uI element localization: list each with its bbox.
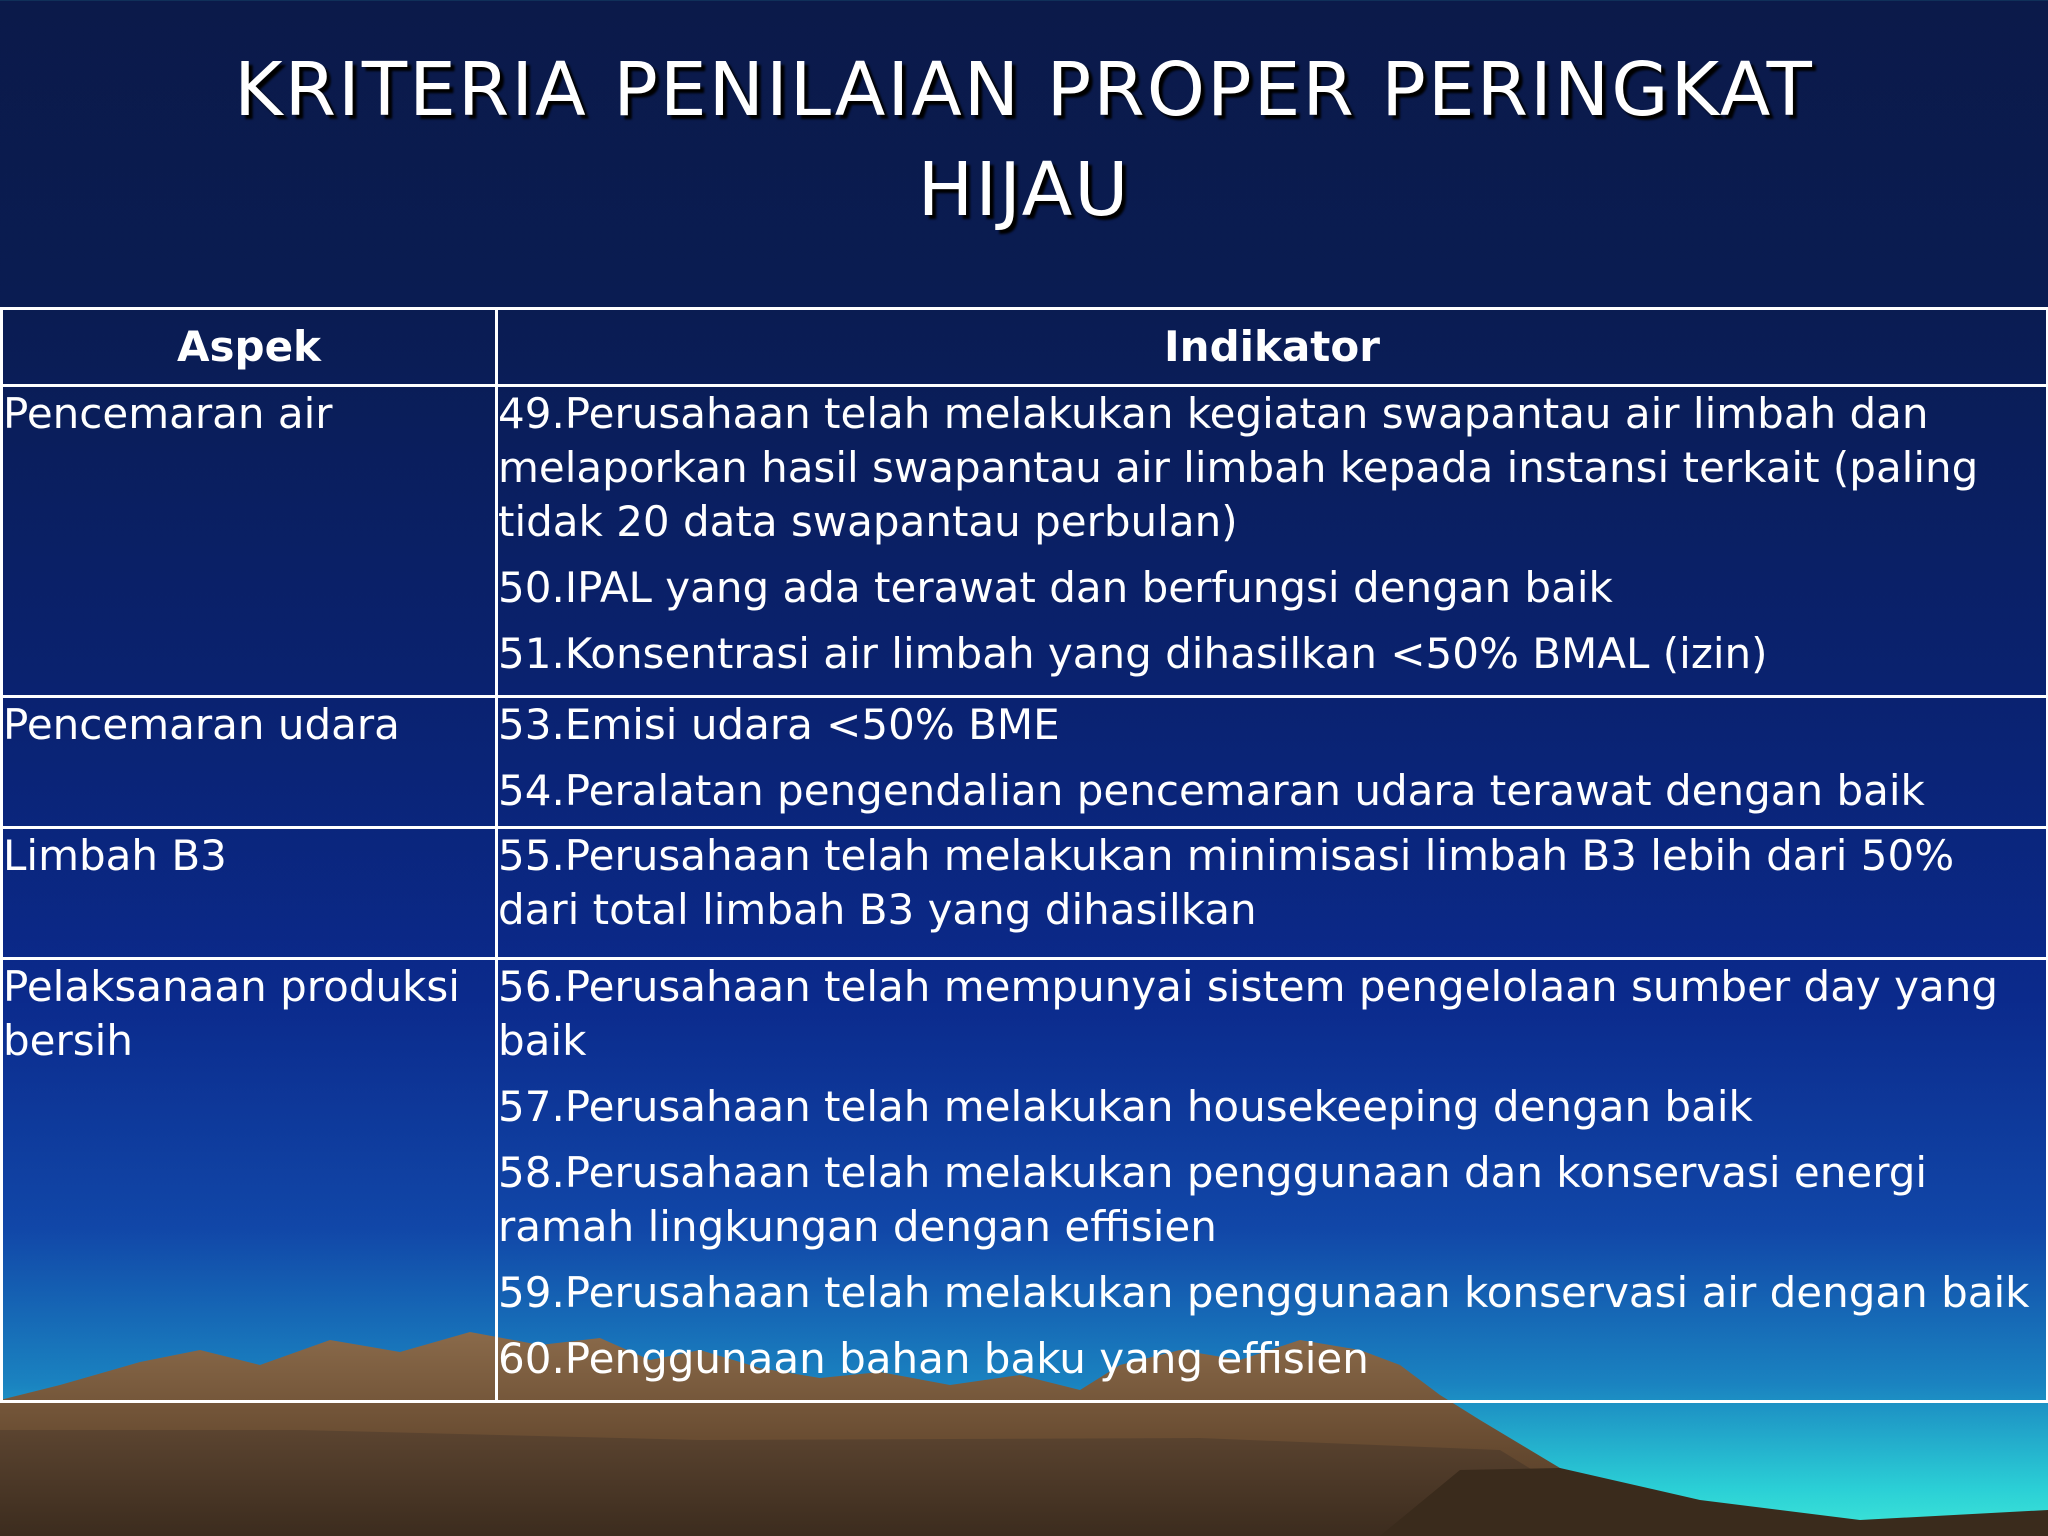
indicator-item: 51.Konsentrasi air limbah yang dihasilkan <50% BMAL (izin) (498, 629, 1768, 678)
indicator-cell (497, 828, 2048, 959)
indicator-item: 57.Perusahaan telah melakukan housekeeping dengan baik (498, 1082, 1753, 1131)
indicator-cell (497, 386, 2048, 697)
indicator-item: 59.Perusahaan telah melakukan penggunaan konservasi air dengan baik (498, 1268, 2030, 1317)
table-row (2, 386, 2048, 697)
column-header-aspect: Aspek (2, 309, 497, 386)
indicator-item: 50.IPAL yang ada terawat dan berfungsi dengan baik (498, 563, 1613, 612)
table-row (2, 959, 2048, 1402)
aspect-cell: Limbah B3 (2, 828, 497, 959)
indicator-cell (497, 959, 2048, 1402)
table-row (2, 828, 2048, 959)
indicator-item: 55.Perusahaan telah melakukan minimisasi limbah B3 lebih dari 50% dari total limbah B3 yang dihasilkan (498, 831, 1955, 934)
aspect-cell: Pelaksanaan produksi bersih (2, 959, 497, 1402)
column-header-indicator: Indikator (497, 309, 2048, 386)
slide-title (0, 40, 2048, 240)
aspect-cell: Pencemaran air (2, 386, 497, 697)
indicator-item: 56.Perusahaan telah mempunyai sistem pengelolaan sumber day yang baik (498, 962, 1999, 1065)
indicator-item: 60.Penggunaan bahan baku yang effisien (498, 1334, 1369, 1383)
aspect-cell: Pencemaran udara (2, 697, 497, 828)
slide-title-line-1: KRITERIA PENILAIAN PROPER PERINGKAT (234, 47, 1814, 133)
slide-title-line-2: HIJAU (917, 147, 1131, 233)
indicator-item: 53.Emisi udara <50% BME (498, 700, 1060, 749)
table-row (2, 697, 2048, 828)
indicator-item: 54.Peralatan pengendalian pencemaran udara terawat dengan baik (498, 766, 1925, 815)
indicator-item: 49.Perusahaan telah melakukan kegiatan swapantau air limbah dan melaporkan hasil swapantau air limbah kepada instansi terkait (paling tidak 20 data swapantau perbulan) (498, 389, 1979, 546)
table-header-row (2, 309, 2048, 386)
criteria-table (0, 307, 2048, 1403)
indicator-cell (497, 697, 2048, 828)
indicator-item: 58.Perusahaan telah melakukan penggunaan dan konservasi energi ramah lingkungan dengan effisien (498, 1148, 1928, 1251)
